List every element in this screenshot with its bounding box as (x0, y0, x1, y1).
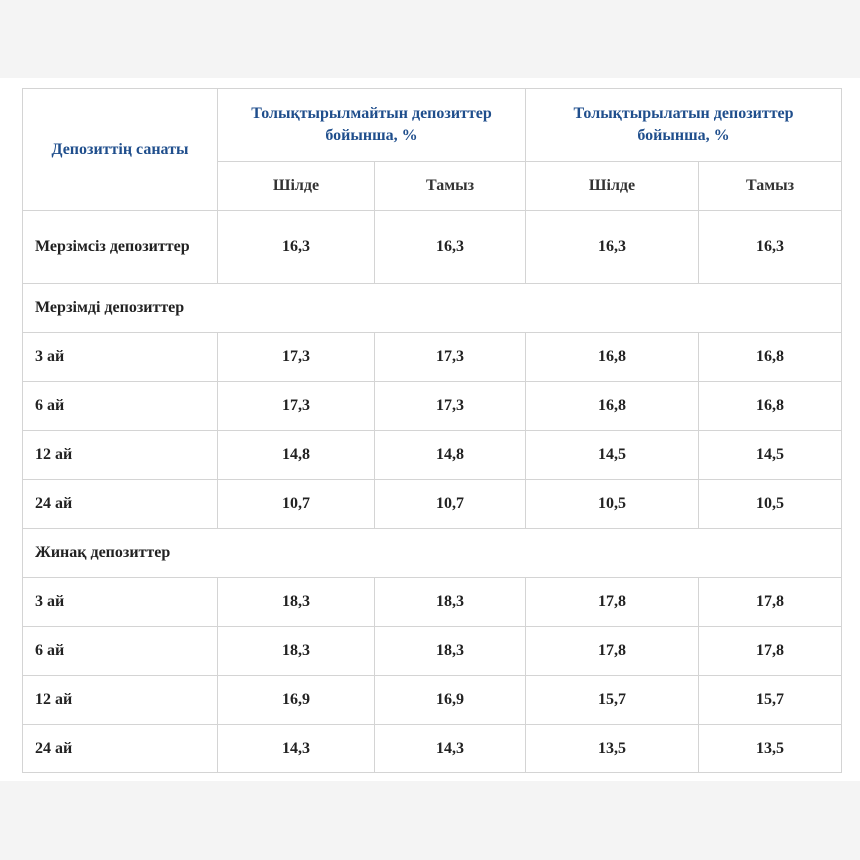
cell-value: 10,5 (699, 480, 842, 529)
cell-value: 16,8 (699, 382, 842, 431)
row-label: 12 ай (23, 431, 218, 480)
section-title: Жинақ депозиттер (23, 529, 842, 578)
cell-value: 17,3 (375, 333, 526, 382)
cell-value: 16,8 (526, 333, 699, 382)
table-row (23, 333, 842, 382)
row-label: 6 ай (23, 382, 218, 431)
cell-value: 16,3 (699, 211, 842, 284)
table-row (23, 480, 842, 529)
cell-value: 17,3 (375, 382, 526, 431)
table-row (23, 211, 842, 284)
row-label: 12 ай (23, 676, 218, 725)
cell-value: 18,3 (375, 627, 526, 676)
cell-value: 17,3 (218, 382, 375, 431)
cell-value: 17,8 (699, 627, 842, 676)
header-category: Депозиттің санаты (23, 89, 218, 211)
row-label: 3 ай (23, 333, 218, 382)
cell-value: 16,8 (526, 382, 699, 431)
cell-value: 16,3 (375, 211, 526, 284)
cell-value: 14,5 (526, 431, 699, 480)
deposit-rates-table (22, 88, 842, 773)
header-replenishable: Толықтырылатын депозиттер бойынша, % (526, 89, 842, 162)
header-non-replenishable: Толықтырылмайтын депозиттер бойынша, % (218, 89, 526, 162)
cell-value: 16,9 (375, 676, 526, 725)
cell-value: 16,3 (218, 211, 375, 284)
row-label: 24 ай (23, 725, 218, 773)
cell-value: 14,3 (218, 725, 375, 773)
cell-value: 13,5 (526, 725, 699, 773)
table-row (23, 431, 842, 480)
section-row (23, 284, 842, 333)
cell-value: 10,7 (218, 480, 375, 529)
cell-value: 18,3 (218, 627, 375, 676)
header-row-main (23, 89, 842, 162)
cell-value: 15,7 (526, 676, 699, 725)
header-month-july: Шілде (526, 162, 699, 211)
row-label: 3 ай (23, 578, 218, 627)
header-month-july: Шілде (218, 162, 375, 211)
section-row (23, 529, 842, 578)
cell-value: 14,5 (699, 431, 842, 480)
cell-value: 17,8 (526, 578, 699, 627)
cell-value: 14,8 (218, 431, 375, 480)
cell-value: 16,9 (218, 676, 375, 725)
cell-value: 13,5 (699, 725, 842, 773)
document-sheet (0, 78, 860, 781)
header-month-august: Тамыз (375, 162, 526, 211)
cell-value: 14,8 (375, 431, 526, 480)
cell-value: 17,8 (526, 627, 699, 676)
row-label: 24 ай (23, 480, 218, 529)
table-row (23, 382, 842, 431)
cell-value: 10,5 (526, 480, 699, 529)
cell-value: 18,3 (375, 578, 526, 627)
table-row (23, 725, 842, 773)
cell-value: 14,3 (375, 725, 526, 773)
row-label: Мерзімсіз депозиттер (23, 211, 218, 284)
table-row (23, 676, 842, 725)
cell-value: 16,8 (699, 333, 842, 382)
table-row (23, 578, 842, 627)
section-title: Мерзімді депозиттер (23, 284, 842, 333)
cell-value: 15,7 (699, 676, 842, 725)
row-label: 6 ай (23, 627, 218, 676)
table-row (23, 627, 842, 676)
cell-value: 16,3 (526, 211, 699, 284)
header-month-august: Тамыз (699, 162, 842, 211)
cell-value: 17,3 (218, 333, 375, 382)
cell-value: 18,3 (218, 578, 375, 627)
cell-value: 10,7 (375, 480, 526, 529)
cell-value: 17,8 (699, 578, 842, 627)
